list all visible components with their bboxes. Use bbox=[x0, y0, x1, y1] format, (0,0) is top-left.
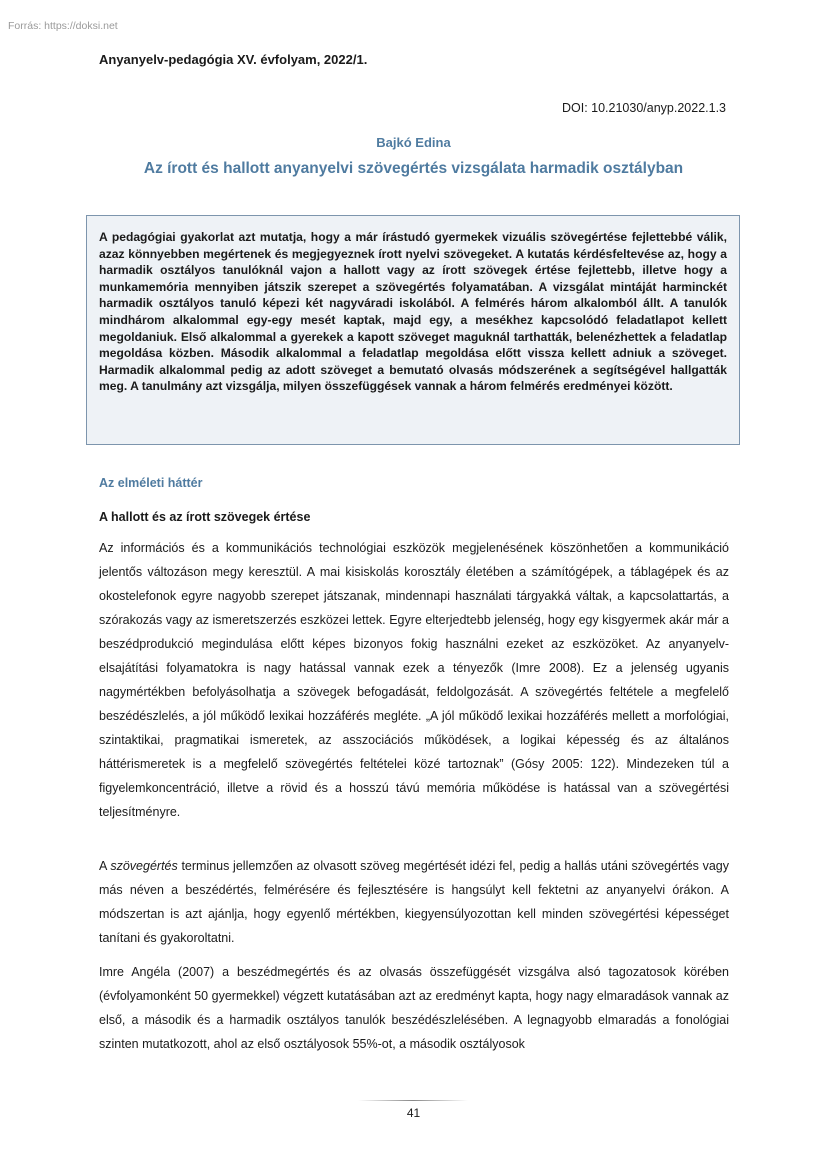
abstract-box bbox=[86, 215, 740, 445]
abstract-text: A pedagógiai gyakorlat azt mutatja, hogy a már írástudó gyermekek vizuális szövegértése fejlettebbé válik, azaz könnyebben megértenek és megjegyeznek írott nyelvi szövegeket. A kutatás kérdésfeltevése az, hogy a harmadik osztályos tanulóknál vajon a hallott vagy az írott szövegek értése fejlettebb, illetve hogy a munkamemória mennyiben játszik szerepet a szövegértés folyamatában. A vizsgálat mintáját harminckét harmadik osztályos tanuló képezi két nagyváradi iskolából. A felmérés három alkalomból állt. A tanulók mindhárom alkalommal egy-egy mesét kaptak, majd egy, a mesékhez kapcsolódó feladatlapot kellett megoldaniuk. Első alkalommal a gyerekek a kapott szöveget maguknál tarthatták, belenézhettek a feladatlap megoldása közben. Második alkalommal a feladatlap megoldása előtt vissza kellett adniuk a szöveget. Harmadik alkalommal pedig az adott szöveget a bemutató olvasás módszerének a segítségével hallgatták meg. A tanulmány azt vizsgálja, milyen összefüggések vannak a három felmérés eredményei között. bbox=[99, 230, 727, 394]
body-paragraph-2 bbox=[99, 854, 729, 950]
paragraph-2-start: A bbox=[99, 859, 111, 873]
section-heading: Az elméleti háttér bbox=[99, 476, 203, 490]
journal-header: Anyanyelv-pedagógia XV. évfolyam, 2022/1. bbox=[99, 52, 368, 67]
paragraph-2-rest: terminus jellemzően az olvasott szöveg megértését idézi fel, pedig a hallás utáni szövegértés vagy más néven a beszédértés, felmérésére és fejlesztésére is hangsúlyt kell fektetni az anyanyelvi órákon. A módszertan is azt ajánlja, hogy egyenlő mértékben, kiegyensúlyozottan kell minden szövegértési képességet tanítani és gyakoroltatni. bbox=[99, 859, 729, 945]
footer-divider bbox=[358, 1100, 468, 1101]
subsection-heading: A hallott és az írott szövegek értése bbox=[99, 510, 311, 524]
body-paragraph-3: Imre Angéla (2007) a beszédmegértés és az olvasás összefüggését vizsgálva alsó tagozatosok körében (évfolyamonként 50 gyermekkel) végzett kutatásában azt az eredményt kapta, hogy nagy elmaradások vannak az első, a második és a harmadik osztályos tanulók beszédészlelésében. A legnagyobb elmaradás a fonológiai szinten mutatkozott, ahol az első osztályosok 55%-ot, a második osztályosok bbox=[99, 965, 729, 1051]
author-name: Bajkó Edina bbox=[376, 135, 451, 150]
page-number: 41 bbox=[406, 1106, 421, 1120]
italic-term: szövegértés bbox=[110, 859, 178, 873]
doi-label: DOI: 10.21030/anyp.2022.1.3 bbox=[561, 101, 726, 115]
article-title: Az írott és hallott anyanyelvi szövegértés vizsgálata harmadik osztályban bbox=[143, 160, 684, 177]
source-note: Forrás: https://doksi.net bbox=[8, 20, 118, 32]
body-paragraph-1: Az információs és a kommunikációs technológiai eszközök megjelenésének köszönhetően a kommunikáció jelentős változáson megy keresztül. A mai kisiskolás korosztály életében a számítógépek, a táblagépek és az okostelefonok egyre nagyobb szerepet játszanak, mindennapi használati tárgyakká váltak, a kapcsolattartás, a szórakozás vagy az ismeretszerzés eszközei lettek. Egyre elterjedtebb jelenség, hogy egy kisgyermek akár már a beszédprodukció megindulása előtt képes bizonyos fokig használni ezeket az eszközöket. Az anyanyelv-elsajátítási folyamatokra is nagy hatással vannak ezek a tényezők (Imre 2008). Ez a jelenség ugyanis nagymértékben befolyásolhatja a szövegek befogadását, feldolgozását. A szövegértés feltétele a megfelelő beszédészlelés, a jól működő lexikai hozzáférés megléte. „A jól működő lexikai hozzáférés mellett a morfológiai, szintaktikai, pragmatikai ismeretek, az asszociációs működések, a logikai képesség és az általános háttérismeretek is a megfelelő szövegértés feltételei közé tartoznak” (Gósy 2005: 122). Mindezeken túl a figyelemkoncentráció, illetve a rövid és a hosszú távú memória működése is hatással van a szövegértési teljesítményre. bbox=[99, 541, 729, 819]
